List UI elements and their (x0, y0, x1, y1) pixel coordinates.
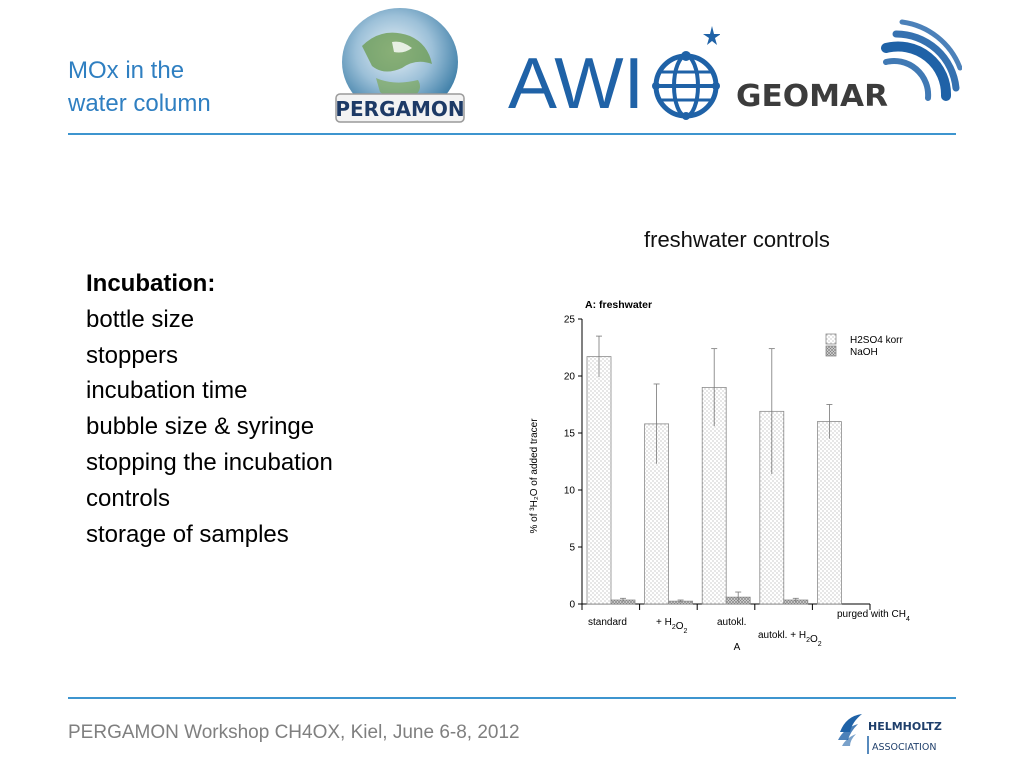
list-item: storage of samples (86, 520, 289, 548)
x-category-label: purged with $CH_4$ (837, 609, 910, 623)
legend-swatch (826, 334, 836, 344)
legend-swatch (826, 346, 836, 356)
list-item: stopping the incubation (86, 448, 333, 476)
helmholtz-logo (836, 710, 960, 758)
legend-label: H2SO4 korr (850, 335, 903, 346)
geomar-logo-text: GEOMAR (736, 79, 888, 114)
bar (587, 357, 611, 604)
freshwater-bar-chart (520, 296, 940, 656)
helmholtz-logo-text-2: ASSOCIATION (872, 742, 937, 753)
x-category-label: autokl. + $H_2O_2$ (758, 630, 822, 648)
geomar-logo (736, 18, 962, 114)
list-item: incubation time (86, 377, 248, 405)
y-tick-label: 0 (569, 599, 575, 611)
helmholtz-emblem-icon (838, 714, 862, 746)
legend-label: NaOH (850, 347, 878, 358)
y-tick-label: 20 (563, 371, 575, 383)
bar (817, 422, 841, 604)
y-tick-label: 10 (563, 485, 575, 497)
x-category-label: autokl. (717, 617, 747, 628)
awi-logo-text: AWI (508, 44, 644, 120)
footer-text: PERGAMON Workshop CH4OX, Kiel, June 6-8, 2012 (68, 722, 520, 743)
x-group-label: A (733, 642, 741, 653)
svg-text:% of ³H₂O of added tracer (529, 418, 540, 534)
y-axis-label-text: % of ³H₂O of added tracer (529, 418, 540, 534)
slide-title-line-1: MOx in the (68, 57, 185, 84)
footer-divider (68, 697, 956, 699)
chart-title: A: freshwater (585, 299, 653, 311)
x-category-label: + $H_2O_2$ (656, 617, 688, 635)
helmholtz-logo-text-1: HELMHOLTZ (868, 720, 942, 733)
slide-title-line-2: water column (68, 90, 211, 117)
list-item: bottle size (86, 305, 195, 333)
y-axis-label (529, 418, 540, 534)
y-tick-label: 25 (563, 314, 575, 326)
list-item: controls (86, 484, 171, 512)
pergamon-logo (332, 6, 468, 126)
y-tick-label: 5 (569, 542, 575, 554)
pergamon-logo-text: PERGAMON (335, 97, 465, 121)
list-item: bubble size & syringe (86, 413, 315, 441)
awi-logo (508, 24, 720, 120)
x-category-label: standard (588, 617, 627, 628)
incubation-list (86, 266, 333, 552)
incubation-heading: Incubation: (86, 270, 216, 297)
geomar-wave-icon (886, 22, 960, 98)
slide-title (68, 54, 211, 120)
awi-globe-icon (652, 26, 720, 120)
header-divider (68, 133, 956, 135)
chart-caption: freshwater controls (644, 227, 830, 252)
list-item: stoppers (86, 341, 179, 369)
y-tick-label: 15 (563, 428, 575, 440)
